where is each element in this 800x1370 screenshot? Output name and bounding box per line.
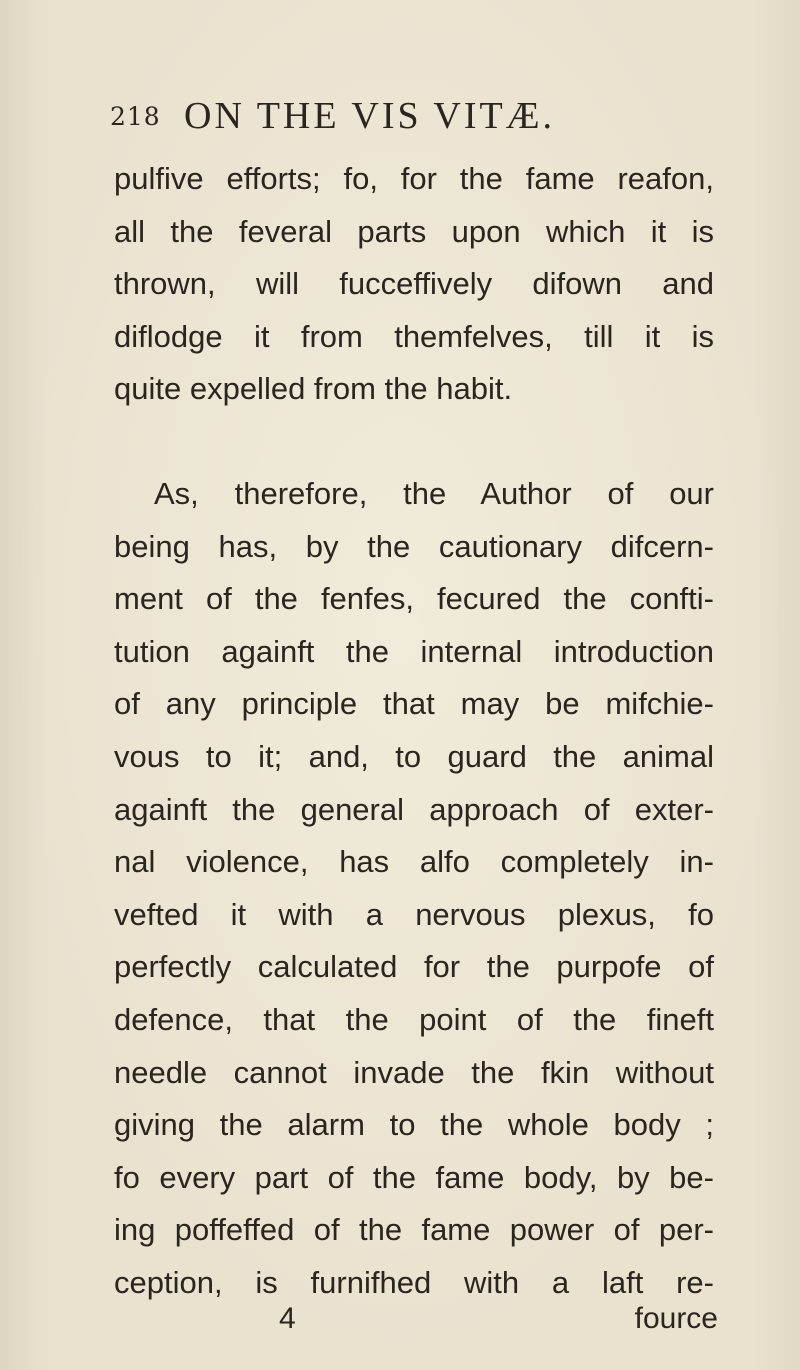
running-head: ON THE VIS VITÆ. <box>184 95 556 137</box>
text-line: thrown, will fucceffively difown and <box>114 266 714 302</box>
text-line: needle cannot invade the fkin without <box>114 1054 714 1090</box>
text-line: againft the general approach of exter- <box>114 791 714 827</box>
text-line: pulfive efforts; fo, for the fame reafon, <box>114 161 714 196</box>
text-line: As, therefore, the Author of our <box>154 476 714 511</box>
paragraph-2 <box>114 468 714 1310</box>
text-line: ing poffeffed of the fame power of per- <box>114 1212 714 1248</box>
text-line: nal violence, has alfo completely in- <box>114 844 714 880</box>
page-number: 218 <box>110 102 161 131</box>
text-line: giving the alarm to the whole body ; <box>114 1107 714 1143</box>
text-line: perfectly calculated for the purpofe of <box>114 949 714 985</box>
text-line: ception, is furnifhed with a laft re- <box>114 1264 714 1300</box>
catchword: fource <box>634 1302 718 1335</box>
text-line: all the feveral parts upon which it is <box>114 213 714 249</box>
text-line: fo every part of the fame body, by be- <box>114 1159 714 1195</box>
text-line: vous to it; and, to guard the animal <box>114 738 714 774</box>
signature-mark: 4 <box>279 1302 296 1335</box>
text-line: vefted it with a nervous plexus, fo <box>114 896 714 932</box>
text-line: ment of the fenfes, fecured the confti- <box>114 581 714 617</box>
text-line: defence, that the point of the fineft <box>114 1001 714 1037</box>
page-footer <box>114 1302 718 1352</box>
text-line: being has, by the cautionary difcern- <box>114 528 714 564</box>
paragraph-1 <box>114 153 714 416</box>
text-line: diflodge it from themfelves, till it is <box>114 318 714 354</box>
text-line: tution againft the internal introduction <box>114 633 714 669</box>
text-line: of any principle that may be mifchie- <box>114 686 714 722</box>
page-header <box>110 88 750 138</box>
text-line: quite expelled from the habit. <box>114 371 513 407</box>
